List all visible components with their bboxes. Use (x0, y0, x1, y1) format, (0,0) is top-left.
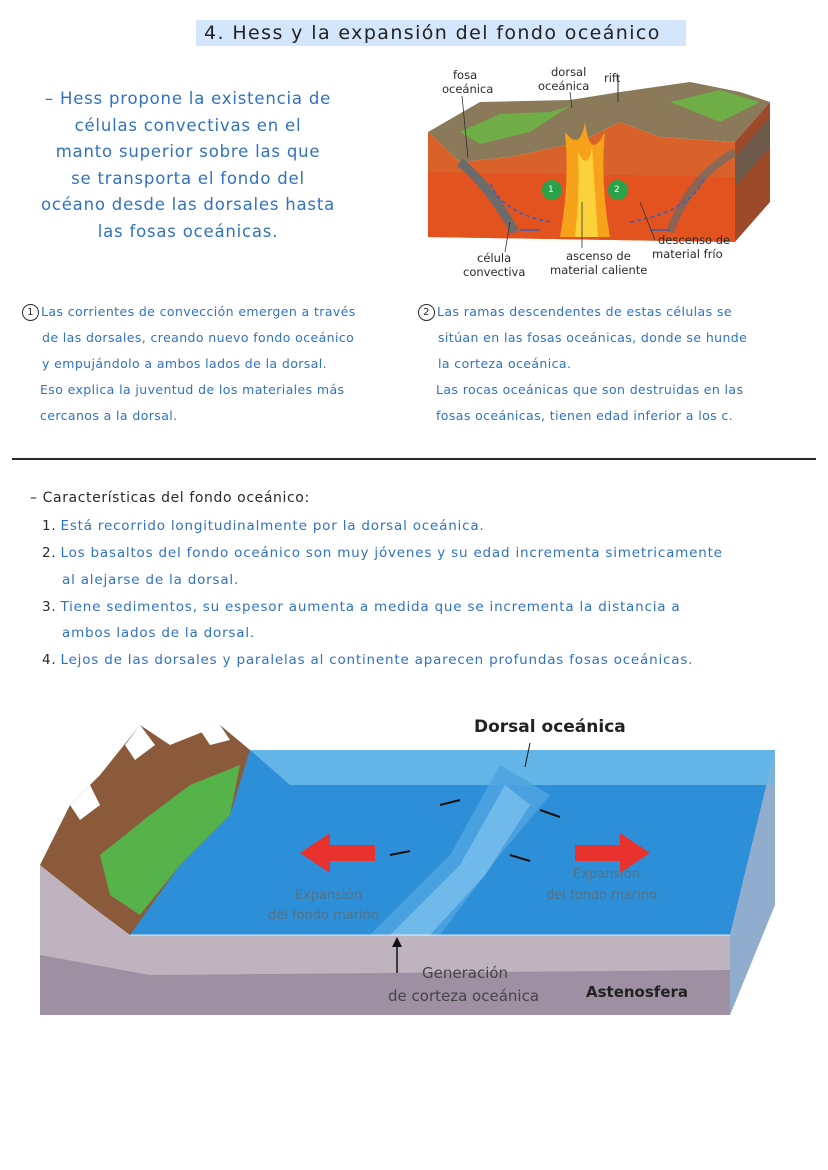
point-2-line: Las ramas descendentes de estas células se (437, 304, 732, 319)
point-1 (22, 299, 356, 429)
point-2-line: fosas oceánicas, tienen edad inferior a los c. (436, 408, 734, 423)
generation-label: Generación (422, 964, 509, 982)
point-1-line: de las dorsales, creando nuevo fondo oceánico (42, 330, 355, 345)
expansion-right-label-2: del fondo marino (546, 888, 657, 903)
item-number: 2. (42, 545, 57, 561)
item-number: 4. (42, 652, 57, 668)
number-2-circle: 2 (418, 304, 435, 321)
point-1-line: cercanos a la dorsal. (40, 408, 178, 423)
label-fosa: fosa (453, 68, 478, 82)
label-celula: célula (477, 251, 512, 265)
seafloor-spreading-diagram (30, 705, 790, 1025)
intro-line: se transporta el fondo del (71, 168, 305, 188)
intro-line: océano desde las dorsales hasta (40, 195, 336, 214)
point-2 (418, 299, 747, 429)
point-2-line: Las rocas oceánicas que son destruidas en las (436, 382, 744, 397)
badge-2-text: 2 (614, 185, 620, 195)
item-number: 1. (42, 518, 57, 534)
point-2-line: la corteza oceánica. (438, 356, 572, 371)
label-dorsal-2: oceánica (538, 79, 590, 93)
label-ascenso: ascenso de (566, 249, 631, 263)
label-descenso-2: material frío (652, 247, 723, 261)
label-descenso: descenso de (658, 233, 731, 247)
intro-line: – Hess propone la existencia de (44, 89, 332, 108)
badge-1-text: 1 (548, 185, 554, 195)
intro-paragraph (28, 86, 348, 245)
point-1-line: Eso explica la juventud de los materiales más (40, 382, 345, 397)
expansion-left-label-2: del fondo marino (268, 908, 379, 923)
dorsal-label: Dorsal oceánica (474, 717, 626, 737)
item-text: Tiene sedimentos, su espesor aumenta a medida que se incrementa la distancia a (60, 599, 681, 615)
intro-line: las fosas oceánicas. (97, 221, 279, 241)
characteristic-item (42, 516, 484, 536)
characteristic-item-continuation: al alejarse de la dorsal. (62, 572, 240, 588)
label-rift: rift (604, 71, 621, 85)
generation-label-2: de corteza oceánica (388, 987, 540, 1005)
characteristics-heading: – Características del fondo oceánico: (30, 490, 310, 506)
characteristic-item (42, 543, 723, 563)
expansion-right-label: Expansión (573, 867, 640, 882)
convection-cell-diagram (420, 62, 780, 282)
label-fosa-2: oceánica (442, 82, 494, 96)
characteristic-item (42, 650, 693, 670)
item-text: Lejos de las dorsales y paralelas al continente aparecen profundas fosas oceánicas. (60, 652, 694, 668)
label-ascenso-2: material caliente (550, 263, 648, 277)
point-1-line: Las corrientes de convección emergen a través (41, 304, 356, 319)
point-1-line: y empujándolo a ambos lados de la dorsal. (42, 356, 328, 371)
section-divider (12, 458, 816, 460)
label-celula-2: convectiva (463, 265, 526, 279)
label-dorsal: dorsal (551, 65, 587, 79)
item-text: Está recorrido longitudinalmente por la dorsal oceánica. (60, 518, 485, 534)
number-1-circle: 1 (22, 304, 39, 321)
expansion-left-label: Expansión (295, 888, 362, 903)
page-title: 4. Hess y la expansión del fondo oceánico (196, 20, 686, 46)
intro-line: células convectivas en el (74, 115, 302, 135)
seafloor-spreading-illustration (30, 705, 790, 1025)
intro-line: manto superior sobre las que (55, 142, 321, 161)
asthenosphere-label: Astenosfera (586, 983, 689, 1001)
item-text: Los basaltos del fondo oceánico son muy jóvenes y su edad incrementa simetricamente (60, 545, 723, 561)
characteristic-item-continuation: ambos lados de la dorsal. (62, 625, 255, 641)
item-number: 3. (42, 599, 57, 615)
point-2-line: sitúan en las fosas oceánicas, donde se hunde (438, 330, 748, 345)
characteristic-item (42, 597, 680, 617)
